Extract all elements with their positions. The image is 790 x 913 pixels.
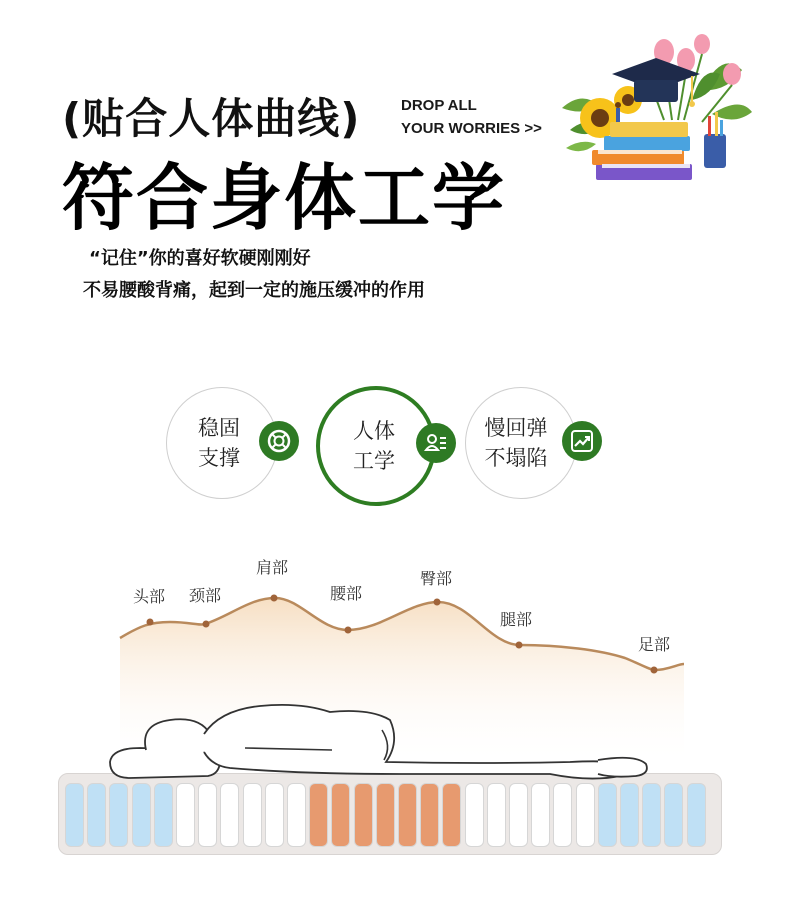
curve-point-leg [516,642,523,649]
feature-label [187,413,251,473]
mattress-coil [687,783,706,847]
graduation-illustration [552,30,758,208]
mattress-coil [154,783,173,847]
mattress-coil [620,783,639,847]
curve-label-head: 头部 [133,587,166,606]
curve-point-hip [434,599,441,606]
page-subtitle: (贴合人体曲线) [62,94,361,143]
feature-label [480,413,552,473]
lying-person-illustration [100,690,660,790]
mattress-coil [576,783,595,847]
mattress-coil [642,783,661,847]
description-line-1: “记住”你的喜好软硬刚刚好 [89,248,311,269]
curve-label-foot: 足部 [638,635,671,654]
curve-label-hip: 臀部 [420,569,453,588]
description-line-2: 不易腰酸背痛，起到一定的施压缓冲的作用 [83,280,425,301]
mattress-coil [87,783,106,847]
feature-label-line-1: 慢回弹 [484,416,548,440]
description [83,243,425,307]
lifebuoy-icon [259,421,299,461]
mattress-coil [487,783,506,847]
feature-label-line-2: 支撑 [198,446,240,470]
mattress-coil [109,783,128,847]
mattress-coil [265,783,284,847]
mattress-coil [176,783,195,847]
feature-label-line-2: 不塌陷 [484,446,548,470]
curve-point-neck [203,621,210,628]
mattress-coil [243,783,262,847]
mattress-coil [465,783,484,847]
slogan-line-1: DROP ALL [401,97,477,114]
curve-point-foot [651,667,658,674]
feature-label-line-1: 稳固 [198,416,240,440]
curve-label-waist: 腰部 [330,584,363,603]
curve-point-waist [345,627,352,634]
page-title: 符合身体工学 [62,156,507,240]
mattress-coil [376,783,395,847]
slogan [401,94,542,140]
feature-label-line-1: 人体 [353,419,395,443]
mattress-coil [309,783,328,847]
slogan-line-2: YOUR WORRIES >> [401,120,542,137]
mattress-coil [220,783,239,847]
mattress-coil [198,783,217,847]
mattress-coil [132,783,151,847]
feature-label-line-2: 工学 [353,449,395,473]
feature-slow-rebound [465,387,577,499]
mattress-coil [442,783,461,847]
feature-label [342,416,406,476]
mattress-coil [65,783,84,847]
mattress-coil [553,783,572,847]
curve-point-shoulder [271,595,278,602]
mattress-coil [598,783,617,847]
trend-up-icon [562,421,602,461]
mattress-coil [664,783,683,847]
curve-label-neck: 颈部 [189,586,222,605]
mattress-coil [509,783,528,847]
mattress-coil [287,783,306,847]
mattress-coil [398,783,417,847]
curve-label-leg: 腿部 [500,610,533,629]
mattress-coil [531,783,550,847]
curve-point-head [147,619,154,626]
mattress-coil [331,783,350,847]
curve-label-shoulder: 肩部 [256,558,289,577]
mattress-coil [420,783,439,847]
mattress-coil [354,783,373,847]
person-list-icon [416,423,456,463]
